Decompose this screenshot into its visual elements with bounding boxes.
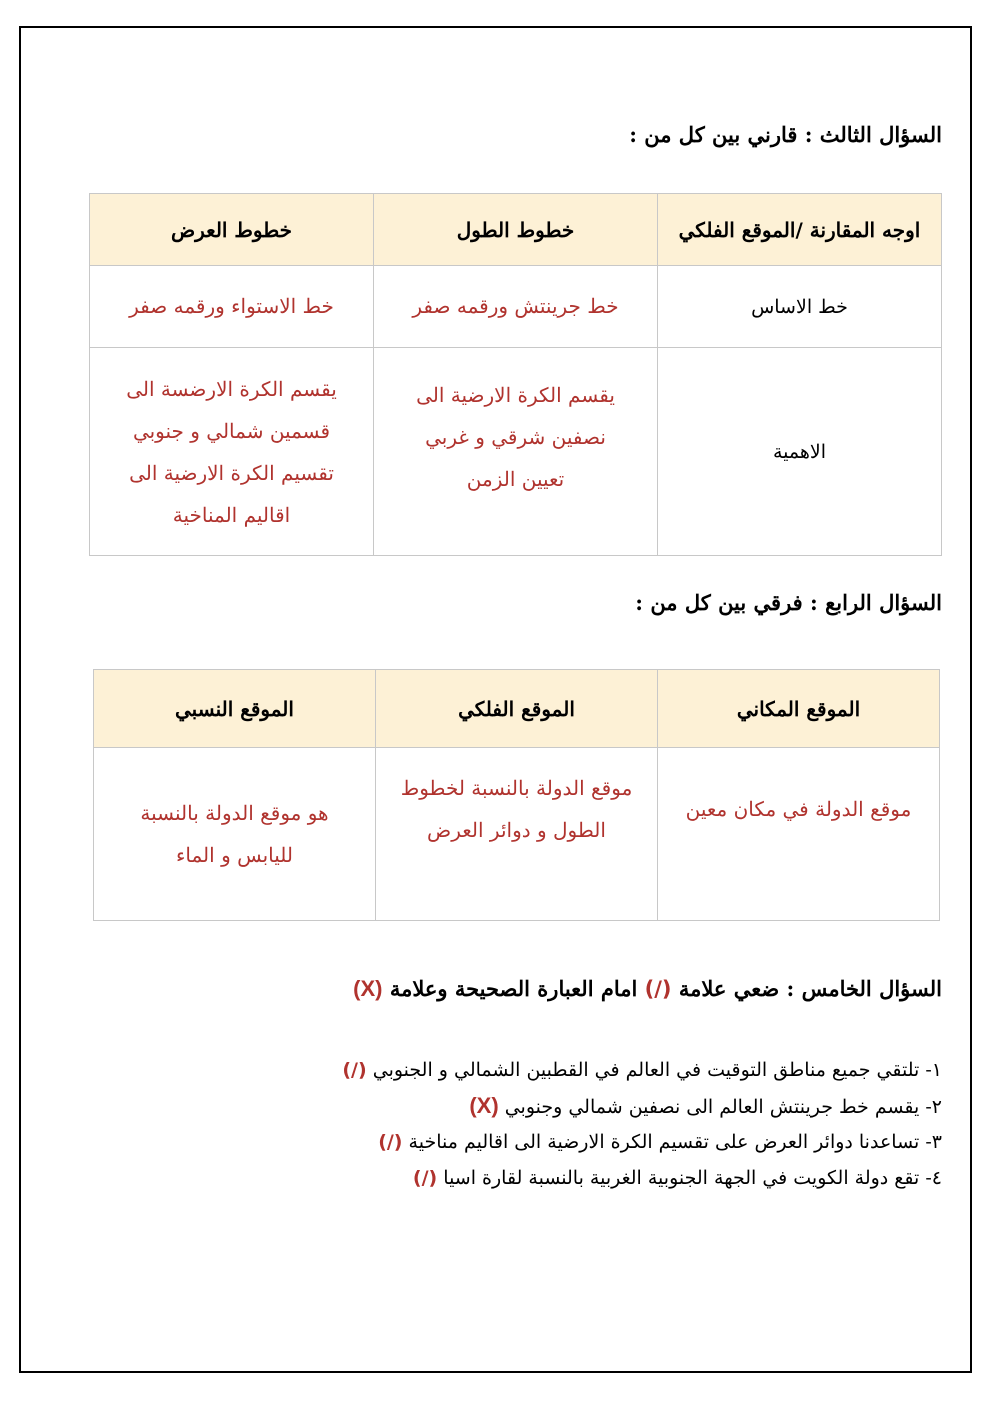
question-4-title: السؤال الرابع : فرقي بين كل من : <box>635 590 942 615</box>
spatial-location-cell <box>658 748 940 921</box>
comparison-table-lines <box>89 193 942 556</box>
question-5-title <box>353 976 942 1002</box>
header-longitude: خطوط الطول <box>374 194 658 266</box>
answer-line: تقسيم الكرة الارضية الى <box>129 460 334 485</box>
list-item <box>42 1124 942 1160</box>
header-aspects: اوجه المقارنة /الموقع الفلكي <box>658 194 942 266</box>
relative-location-cell <box>94 748 376 921</box>
item-text: تلتقي جميع مناطق التوقيت في العالم في القطبين الشمالي و الجنوبي <box>372 1059 920 1081</box>
header-spatial-location: الموقع المكاني <box>658 670 940 748</box>
astronomical-location-cell <box>376 748 658 921</box>
header-relative-location: الموقع النسبي <box>94 670 376 748</box>
comparison-table-location <box>93 669 940 921</box>
item-answer: (/) <box>342 1059 367 1081</box>
row-label-base-line: خط الاساس <box>658 266 942 348</box>
answer-line: موقع الدولة بالنسبة لخطوط <box>400 776 633 800</box>
item-text: تساعدنا دوائر العرض على تقسيم الكرة الارضية الى اقاليم مناخية <box>408 1131 920 1153</box>
item-answer: (/) <box>378 1131 403 1153</box>
item-answer: (/) <box>412 1167 438 1189</box>
item-number: ٤- <box>925 1167 942 1189</box>
answer-line: الطول و دوائر العرض <box>427 818 606 842</box>
x-mark-symbol: (X) <box>353 976 383 1001</box>
answer-line: خط جرينتش ورقمه صفر <box>412 294 619 318</box>
item-number: ٣- <box>925 1131 942 1153</box>
answer-line: نصفين شرقي و غربي <box>425 424 606 449</box>
answer-line: هو موقع الدولة بالنسبة <box>140 801 329 825</box>
item-number: ١- <box>925 1059 942 1081</box>
answer-line: يقسم الكرة الارضسة الى <box>126 376 337 401</box>
answer-line: قسمين شمالي و جنوبي <box>132 418 331 443</box>
answer-line: اقاليم المناخية <box>172 502 291 527</box>
longitude-base-line-cell <box>374 266 658 348</box>
item-text: يقسم خط جرينتش العالم الى نصفين شمالي وجنوبي <box>504 1096 920 1118</box>
answer-line: لليابس و الماء <box>176 843 293 867</box>
longitude-importance-cell <box>374 348 658 556</box>
answer-line: موقع الدولة في مكان معين <box>685 797 912 821</box>
list-item <box>42 1052 942 1088</box>
item-answer: (X) <box>469 1093 499 1118</box>
true-false-list <box>42 1052 942 1196</box>
answer-line: يقسم الكرة الارضية الى <box>416 382 615 407</box>
item-number: ٢- <box>925 1096 942 1118</box>
check-mark-symbol: (/) <box>644 977 672 1001</box>
q5-title-part-b: امام العبارة الصحيحة وعلامة <box>389 976 638 1001</box>
answer-line: خط الاستواء ورقمه صفر <box>129 294 334 318</box>
header-astronomical-location: الموقع الفلكي <box>376 670 658 748</box>
item-text: تقع دولة الكويت في الجهة الجنوبية الغربية بالنسبة لقارة اسيا <box>443 1167 920 1189</box>
header-latitude: خطوط العرض <box>90 194 374 266</box>
list-item <box>42 1088 942 1124</box>
list-item <box>42 1160 942 1196</box>
answer-line: تعيين الزمن <box>466 466 565 491</box>
row-label-importance: الاهمية <box>658 348 942 556</box>
latitude-base-line-cell <box>90 266 374 348</box>
latitude-importance-cell <box>90 348 374 556</box>
q5-title-part-a: السؤال الخامس : ضعي علامة <box>678 976 942 1001</box>
question-3-title: السؤال الثالث : قارني بين كل من : <box>629 122 942 147</box>
